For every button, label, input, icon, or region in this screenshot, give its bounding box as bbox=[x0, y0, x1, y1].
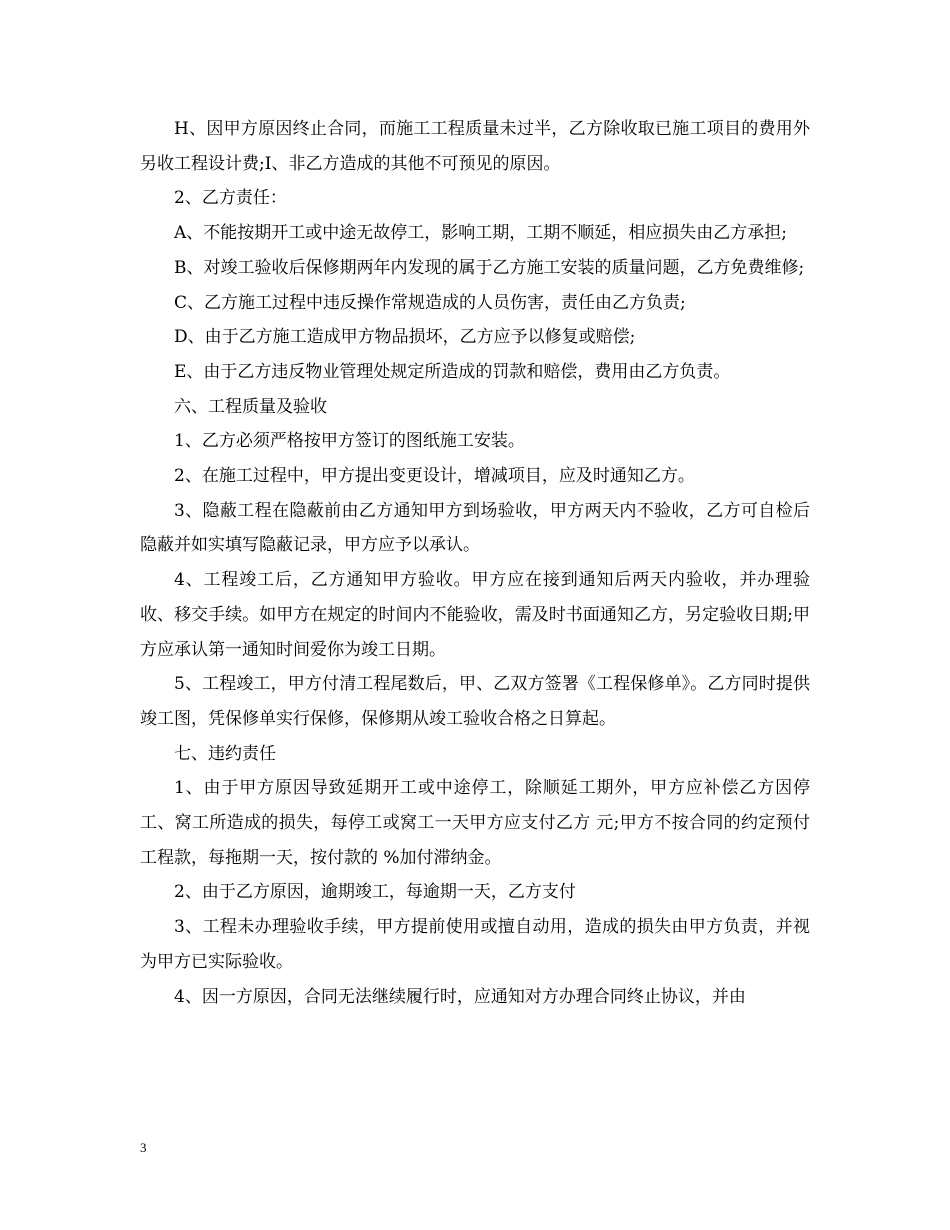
paragraph-clause-d: D、由于乙方施工造成甲方物品损坏，乙方应予以修复或赔偿; bbox=[174, 327, 636, 348]
paragraph-breach-2: 2、由于乙方原因，逾期竣工，每逾期一天，乙方支付 bbox=[174, 882, 576, 903]
page-number: 3 bbox=[140, 1140, 147, 1155]
paragraph-quality-2: 2、在施工过程中，甲方提出变更设计，增减项目，应及时通知乙方。 bbox=[174, 466, 695, 487]
paragraph-quality-3: 3、隐蔽工程在隐蔽前由乙方通知甲方到场验收，甲方两天内不验收，乙方可自检后隐蔽并如实填写隐蔽记录，甲方应予以承认。 bbox=[140, 500, 810, 556]
paragraph-clause-h: H、因甲方原因终止合同，而施工工程质量未过半，乙方除收取已施工项目的费用外另收工程设计费;I、非乙方造成的其他不可预见的原因。 bbox=[140, 119, 810, 174]
paragraph-quality-5: 5、工程竣工，甲方付清工程尾数后，甲、乙双方签署《工程保修单》。乙方同时提供竣工图，凭保修单实行保修，保修期从竣工验收合格之日算起。 bbox=[140, 674, 810, 729]
paragraph-breach-1: 1、由于甲方原因导致延期开工或中途停工，除顺延工期外，甲方应补偿乙方因停工、窝工所造成的损失，每停工或窝工一天甲方应支付乙方 元;甲方不按合同的约定预付工程款，每拖期一天，按付款的 %加付滞纳金。 bbox=[140, 778, 810, 868]
paragraph-clause-c: C、乙方施工过程中违反操作常规造成的人员伤害，责任由乙方负责; bbox=[174, 292, 686, 313]
document-body bbox=[140, 112, 810, 1014]
paragraph-breach-4: 4、因一方原因，合同无法继续履行时，应通知对方办理合同终止协议，并由 bbox=[174, 986, 746, 1007]
paragraph-quality-4: 4、工程竣工后，乙方通知甲方验收。甲方应在接到通知后两天内验收，并办理验收、移交手续。如甲方在规定的时间内不能验收，需及时书面通知乙方，另定验收日期;甲方应承认第一通知时间爱你为竣工日期。 bbox=[140, 570, 810, 660]
section-heading-quality: 六、工程质量及验收 bbox=[174, 396, 327, 417]
paragraph-quality-1: 1、乙方必须严格按甲方签订的图纸施工安装。 bbox=[174, 431, 525, 452]
paragraph-clause-b: B、对竣工验收后保修期两年内发现的属于乙方施工安装的质量问题，乙方免费维修; bbox=[174, 257, 805, 278]
paragraph-party-b-responsibility: 2、乙方责任： bbox=[174, 188, 287, 209]
paragraph-clause-e: E、由于乙方违反物业管理处规定所造成的罚款和赔偿，费用由乙方负责。 bbox=[174, 361, 731, 382]
section-heading-breach: 七、违约责任 bbox=[174, 743, 276, 764]
paragraph-clause-a: A、不能按期开工或中途无故停工，影响工期，工期不顺延，相应损失由乙方承担; bbox=[174, 223, 788, 244]
paragraph-breach-3: 3、工程未办理验收手续，甲方提前使用或擅自动用，造成的损失由甲方负责，并视为甲方已实际验收。 bbox=[140, 917, 810, 972]
